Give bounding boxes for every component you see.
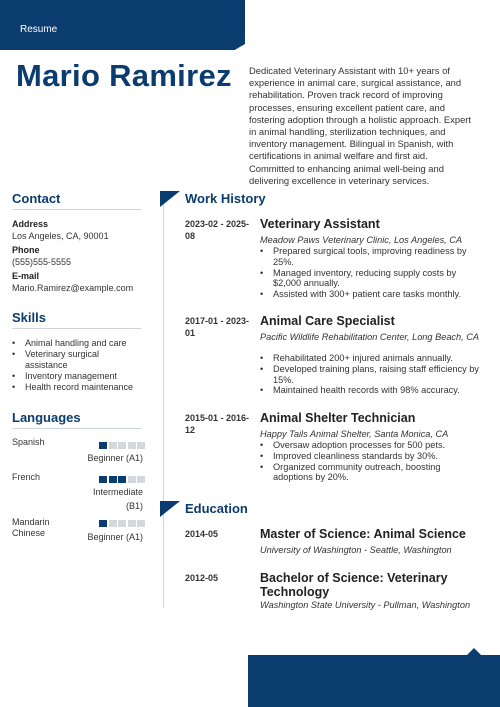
work-history-heading: Work History — [185, 191, 266, 206]
language-name: Mandarin Chinese — [12, 517, 50, 538]
duty-item: • Managed inventory, reducing supply costs by $2,000 annually. — [260, 268, 480, 290]
language-rating — [99, 442, 147, 449]
languages-divider — [12, 428, 141, 429]
address-label: Address — [12, 219, 49, 229]
job-company: Happy Tails Animal Shelter, Santa Monica, CA — [260, 429, 449, 439]
duty-item: • Developed training plans, raising staff efficiency by 15%. — [260, 364, 480, 386]
duty-item: • Oversaw adoption processes for 500 pets. — [260, 440, 480, 451]
skill-item: • Health record maintenance — [12, 382, 144, 393]
address-value: Los Angeles, CA, 90001 — [12, 231, 109, 241]
job-title: Animal Care Specialist — [260, 314, 395, 328]
skills-heading: Skills — [12, 310, 46, 325]
job-dates: 2015-01 - 2016-12 — [185, 413, 250, 435]
language-rating — [99, 476, 147, 483]
job-company: Meadow Paws Veterinary Clinic, Los Angeles, CA — [260, 235, 463, 245]
timeline-line — [163, 202, 164, 608]
education-date: 2014-05 — [185, 529, 219, 539]
footer-notch — [467, 648, 481, 655]
job-dates: 2023-02 - 2025-08 — [185, 219, 250, 241]
language-level: Beginner (A1) — [87, 453, 143, 463]
section-flag-icon — [160, 501, 180, 517]
job-company: Pacific Wildlife Rehabilitation Center, Long Beach, CA — [260, 332, 480, 342]
email-value[interactable]: Mario.Ramirez@example.com — [12, 283, 134, 293]
skill-item: • Animal handling and care — [12, 338, 144, 349]
language-name: French — [12, 472, 41, 482]
section-flag-icon — [160, 191, 180, 207]
rating-segment-empty — [118, 520, 126, 527]
candidate-name: Mario Ramirez — [16, 58, 232, 93]
professional-summary: Dedicated Veterinary Assistant with 10+ years of experience in animal care, surgical assistance, and rehabilitation. Proven track record of improving processes, ensuring excellent patient care, and fostering adoption through a holistic approach. Expert in animal handling, sterilization techniques, and inventory management. Bilingual in Spanish, with certifications in animal welfare and first aid. Committed to enhancing animal well-being and delivering excellence in veterinary services. — [249, 65, 472, 186]
languages-heading: Languages — [12, 410, 81, 425]
contact-heading: Contact — [12, 191, 61, 206]
duty-item: • Organized community outreach, boosting adoptions by 20%. — [260, 462, 480, 484]
job-duties — [260, 353, 480, 396]
rating-segment-filled — [99, 520, 107, 527]
skill-item: • Inventory management — [12, 371, 144, 382]
duty-item: • Maintained health records with 98% accuracy. — [260, 385, 480, 396]
rating-segment-filled — [118, 476, 126, 483]
duty-item: • Assisted with 300+ patient care tasks monthly. — [260, 289, 480, 300]
skills-divider — [12, 328, 141, 329]
banner-notch — [233, 44, 245, 51]
phone-value: (555)555-5555 — [12, 257, 72, 267]
rating-segment-empty — [137, 442, 145, 449]
duty-item: • Prepared surgical tools, improving readiness by 25%. — [260, 246, 480, 268]
footer-block — [248, 655, 500, 707]
rating-segment-filled — [109, 476, 117, 483]
language-rating — [99, 520, 147, 527]
rating-segment-filled — [99, 476, 107, 483]
language-level: Intermediate (B1) — [92, 487, 143, 511]
job-duties — [260, 440, 480, 483]
language-name: Spanish — [12, 437, 45, 447]
education-degree: Master of Science: Animal Science — [260, 527, 466, 541]
duty-item: • Improved cleanliness standards by 30%. — [260, 451, 480, 462]
rating-segment-filled — [99, 442, 107, 449]
rating-segment-empty — [137, 476, 145, 483]
duty-item: • Rehabilitated 200+ injured animals annually. — [260, 353, 480, 364]
language-level: Beginner (A1) — [87, 532, 143, 542]
contact-divider — [12, 209, 141, 210]
rating-segment-empty — [109, 520, 117, 527]
skills-list — [12, 338, 144, 393]
job-duties — [260, 246, 480, 300]
education-school: University of Washington - Seattle, Washington — [260, 545, 452, 555]
phone-label: Phone — [12, 245, 40, 255]
rating-segment-empty — [128, 476, 136, 483]
rating-segment-empty — [128, 442, 136, 449]
education-degree: Bachelor of Science: Veterinary Technology — [260, 571, 448, 599]
email-label: E-mail — [12, 271, 40, 281]
rating-segment-empty — [118, 442, 126, 449]
job-dates: 2017-01 - 2023-01 — [185, 316, 250, 338]
job-title: Animal Shelter Technician — [260, 411, 416, 425]
education-school: Washington State University - Pullman, Washington — [260, 600, 471, 610]
rating-segment-empty — [137, 520, 145, 527]
rating-segment-empty — [109, 442, 117, 449]
education-heading: Education — [185, 501, 248, 516]
education-date: 2012-05 — [185, 573, 219, 583]
skill-item: • Veterinary surgical assistance — [12, 349, 144, 371]
rating-segment-empty — [128, 520, 136, 527]
job-title: Veterinary Assistant — [260, 217, 380, 231]
banner-label: Resume — [20, 24, 58, 35]
